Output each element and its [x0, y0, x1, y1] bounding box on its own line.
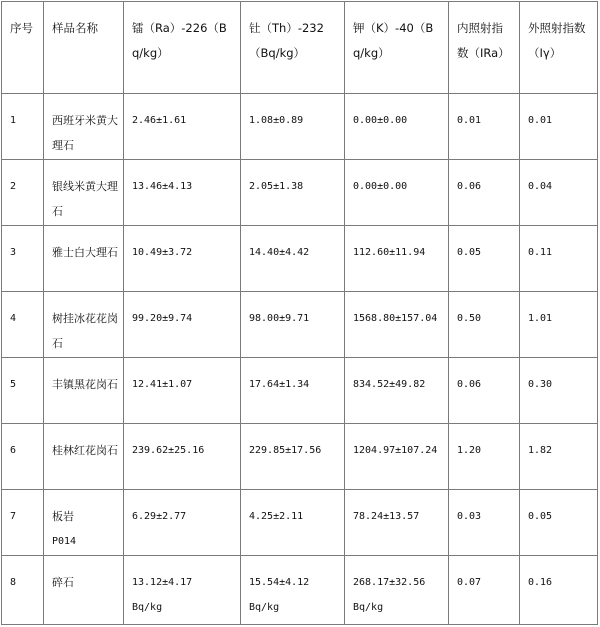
row-ra: 6.29±2.77	[132, 511, 187, 522]
row-name: 桂林红花岗石	[52, 444, 118, 457]
header-cell	[520, 2, 598, 94]
row-name	[44, 490, 123, 554]
row-ra: 13.46±4.13	[132, 181, 193, 192]
header-no: 序号	[10, 21, 33, 35]
header-k: 钾（K）-40（Bq/kg）	[353, 21, 434, 60]
row-ig: 0.01	[528, 115, 553, 126]
row-ira: 0.03	[457, 511, 482, 522]
row-th: 4.25±2.11	[249, 511, 304, 522]
row-ig: 0.30	[528, 379, 553, 390]
header-cell	[449, 2, 520, 94]
row-k: 1204.97±107.24	[353, 445, 438, 456]
row-name: 雅士白大理石	[52, 246, 118, 259]
row-ig: 0.05	[528, 511, 553, 522]
table-row	[2, 490, 598, 556]
row-no: 7	[10, 511, 17, 522]
row-th: 98.00±9.71	[249, 313, 310, 324]
header-row	[2, 2, 598, 94]
row-name: 碎石	[52, 576, 74, 589]
row-name: 西班牙米黄大理石	[52, 114, 118, 152]
header-cell	[124, 2, 241, 94]
row-ra: 2.46±1.61	[132, 115, 187, 126]
row-ra: 10.49±3.72	[132, 247, 193, 258]
row-th: 14.40±4.42	[249, 247, 310, 258]
row-k: 78.24±13.57	[353, 511, 420, 522]
row-no: 6	[10, 445, 17, 456]
row-ig: 0.11	[528, 247, 553, 258]
row-no: 8	[10, 577, 17, 588]
row-ira: 0.06	[457, 181, 482, 192]
row-ra-unit: Bq/kg	[132, 602, 163, 613]
header-ig: 外照射指数（Iγ）	[528, 21, 586, 60]
row-th-unit: Bq/kg	[249, 602, 280, 613]
row-k	[345, 556, 448, 620]
row-name-line2: P014	[52, 536, 77, 547]
row-ira: 0.06	[457, 379, 482, 390]
row-k-value: 268.17±32.56	[353, 577, 426, 588]
row-th: 2.05±1.38	[249, 181, 304, 192]
row-name-line1: 板岩	[52, 510, 74, 523]
row-name: 银线米黄大理石	[52, 180, 118, 218]
header-cell	[44, 2, 124, 94]
row-k: 1568.80±157.04	[353, 313, 438, 324]
table-row	[2, 94, 598, 160]
header-cell	[241, 2, 345, 94]
row-th: 229.85±17.56	[249, 445, 322, 456]
row-ra	[124, 556, 240, 620]
row-ig: 0.16	[528, 577, 553, 588]
row-ra: 239.62±25.16	[132, 445, 205, 456]
table-row	[2, 424, 598, 490]
row-ig: 1.82	[528, 445, 553, 456]
row-th: 1.08±0.89	[249, 115, 304, 126]
row-th: 17.64±1.34	[249, 379, 310, 390]
row-no: 2	[10, 181, 17, 192]
row-ira: 0.05	[457, 247, 482, 258]
header-ra: 镭（Ra）-226（Bq/kg）	[132, 21, 227, 60]
row-ra: 99.20±9.74	[132, 313, 193, 324]
header-th: 钍（Th）-232（Bq/kg）	[249, 21, 324, 60]
row-ira: 0.01	[457, 115, 482, 126]
header-name: 样品名称	[52, 21, 98, 35]
row-ra: 12.41±1.07	[132, 379, 193, 390]
row-k: 0.00±0.00	[353, 115, 408, 126]
row-name: 树挂冰花花岗石	[52, 312, 118, 350]
row-ig: 0.04	[528, 181, 553, 192]
row-k: 0.00±0.00	[353, 181, 408, 192]
row-ira: 0.50	[457, 313, 482, 324]
row-ira: 1.20	[457, 445, 482, 456]
header-cell	[2, 2, 44, 94]
row-k: 112.60±11.94	[353, 247, 426, 258]
row-no: 4	[10, 313, 17, 324]
row-k-unit: Bq/kg	[353, 602, 384, 613]
row-no: 5	[10, 379, 17, 390]
header-cell	[345, 2, 449, 94]
header-ira: 内照射指数（IRa）	[457, 21, 510, 60]
row-th	[241, 556, 344, 620]
row-no: 1	[10, 115, 17, 126]
table-row	[2, 358, 598, 424]
row-th-value: 15.54±4.12	[249, 577, 310, 588]
row-name: 丰镇黑花岗石	[52, 378, 118, 391]
table-row	[2, 226, 598, 292]
table-row	[2, 556, 598, 625]
table-row	[2, 160, 598, 226]
row-k: 834.52±49.82	[353, 379, 426, 390]
row-ig: 1.01	[528, 313, 553, 324]
row-ra-value: 13.12±4.17	[132, 577, 193, 588]
table-row	[2, 292, 598, 358]
radioactivity-table	[1, 1, 598, 625]
row-no: 3	[10, 247, 17, 258]
row-ira: 0.07	[457, 577, 482, 588]
